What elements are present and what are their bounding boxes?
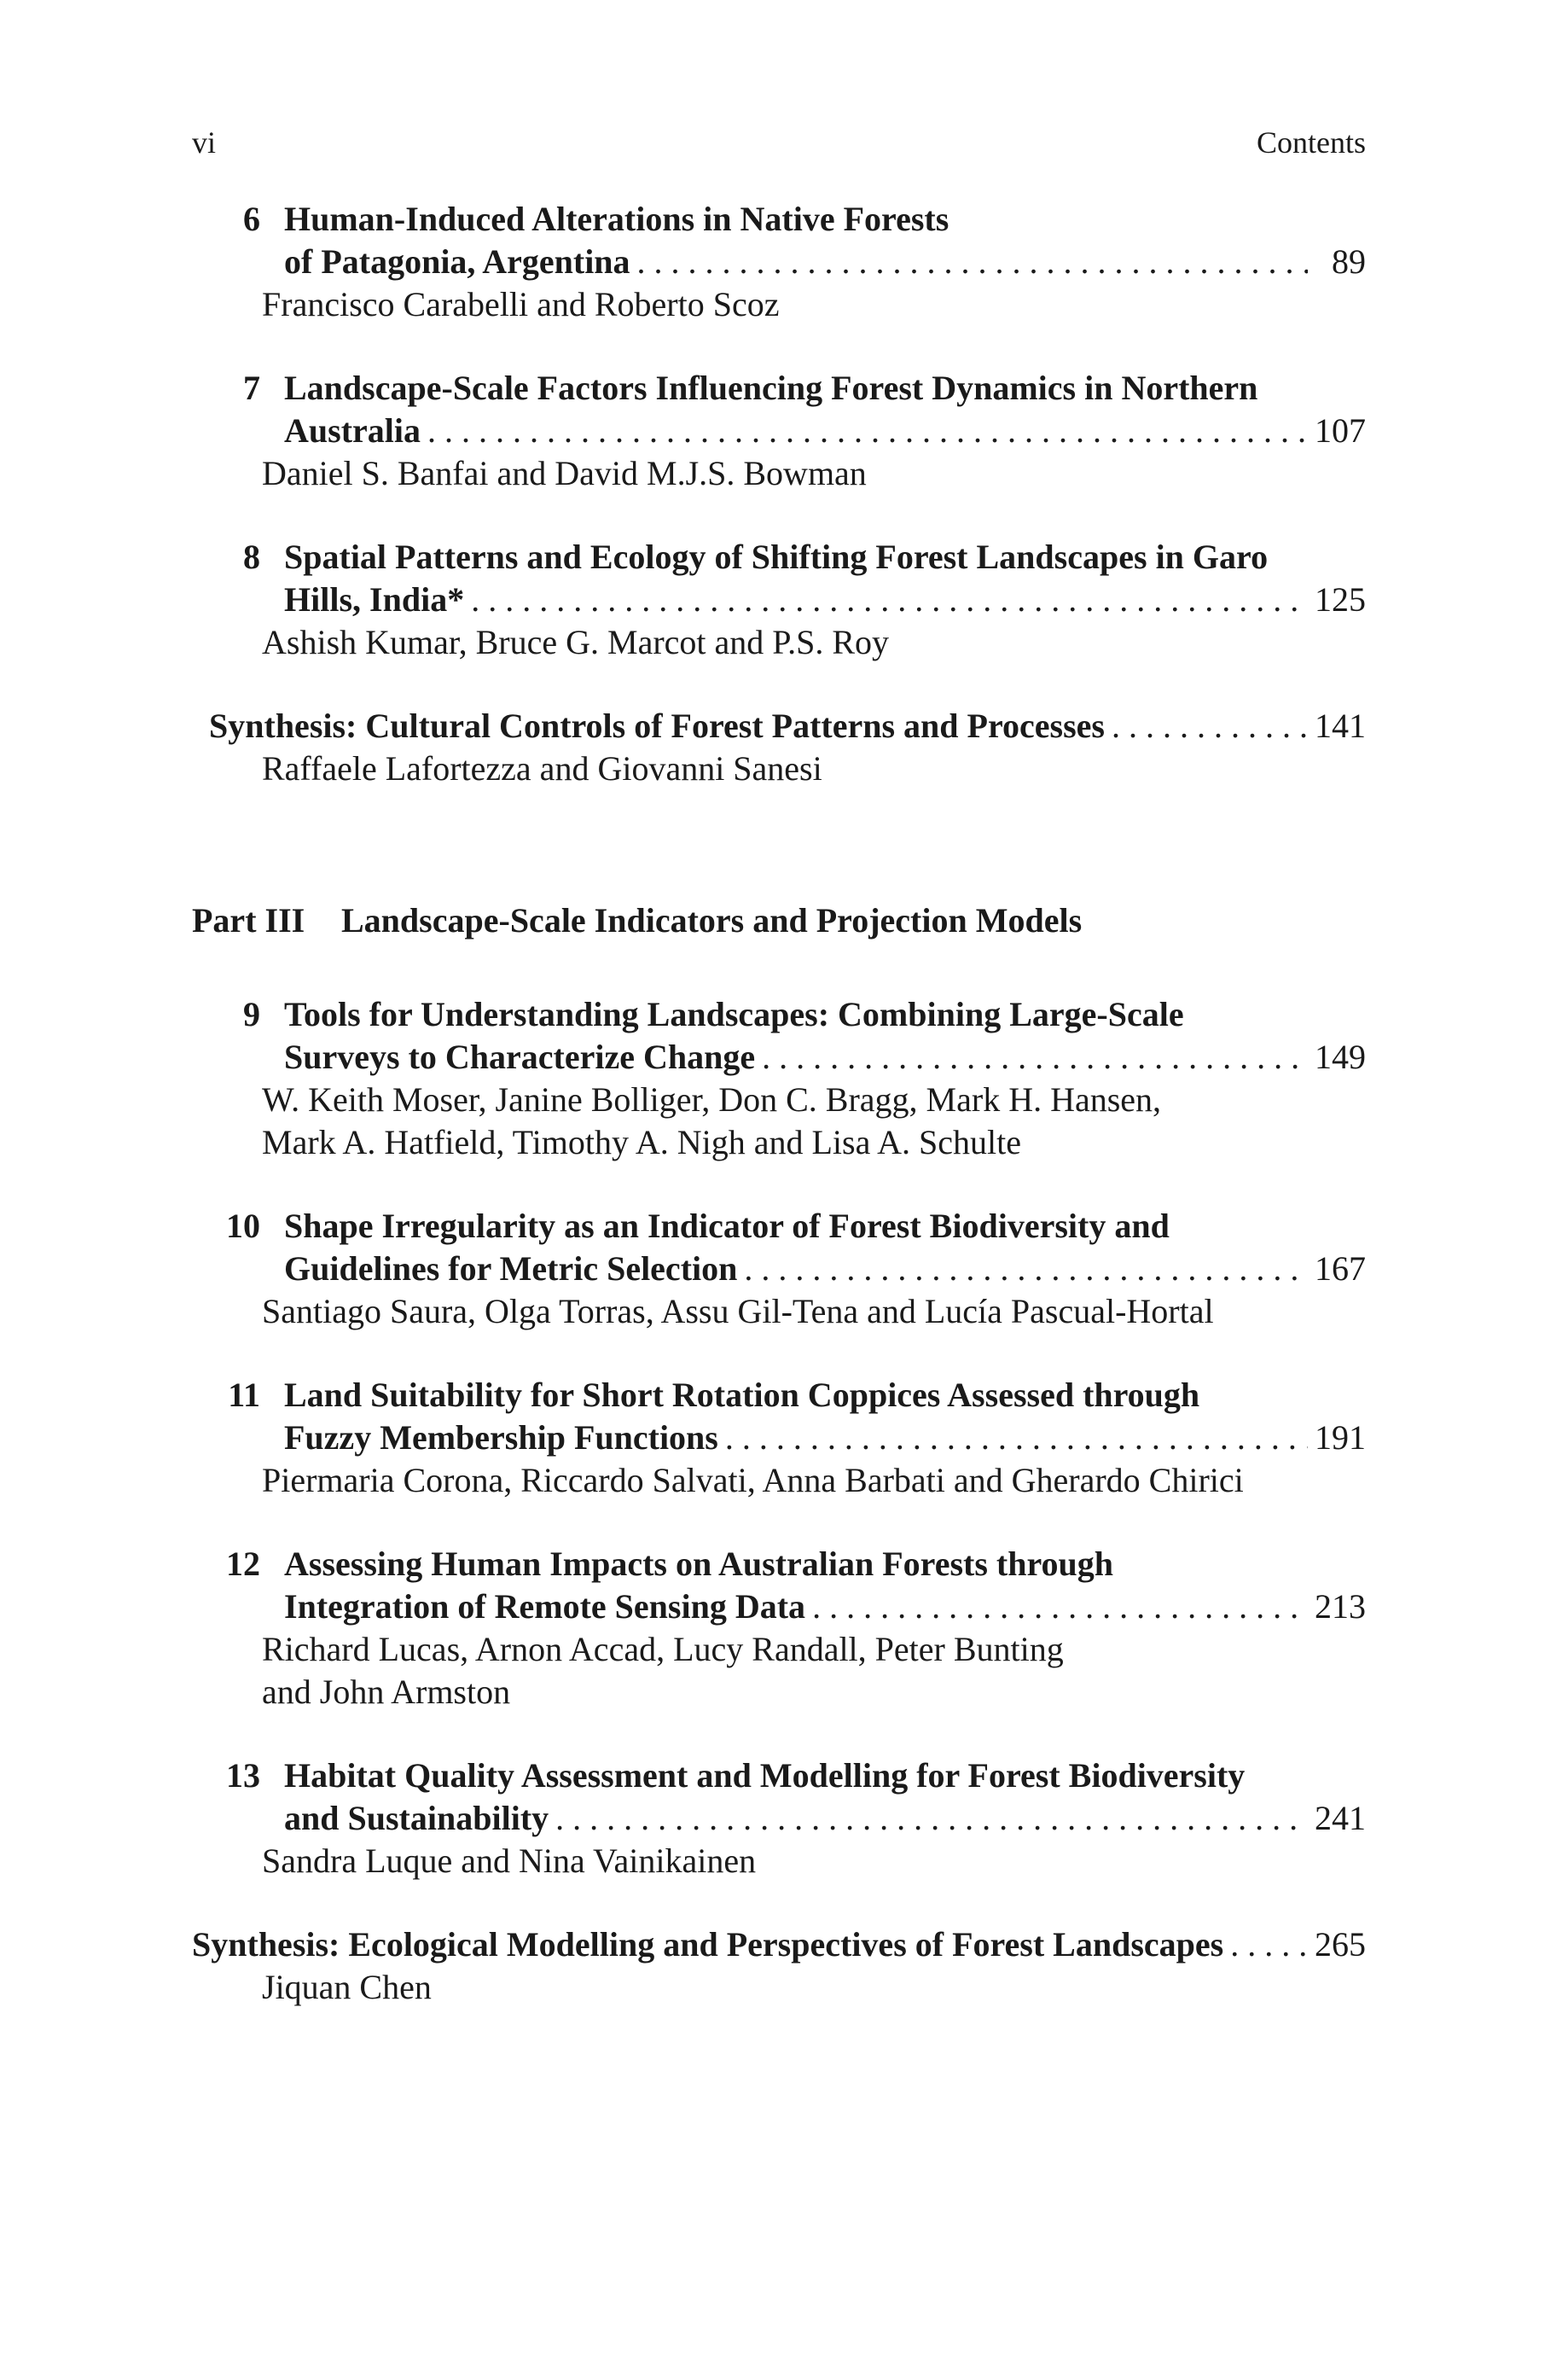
toc-entry-12	[192, 1543, 1366, 1713]
chapter-authors-cont: Mark A. Hatfield, Timothy A. Nigh and Lisa A. Schulte	[262, 1123, 1021, 1161]
synthesis-page: 265	[1315, 1925, 1366, 1964]
chapter-title: Landscape-Scale Factors Influencing Forest Dynamics in Northern	[284, 369, 1258, 407]
dot-leader	[1230, 1923, 1308, 1966]
chapter-authors: Francisco Carabelli and Roberto Scoz	[262, 285, 780, 323]
chapter-title: Shape Irregularity as an Indicator of Forest Biodiversity and	[284, 1207, 1170, 1245]
chapter-title-cont: and Sustainability	[284, 1799, 549, 1837]
synthesis-title: Synthesis: Ecological Modelling and Perspectives of Forest Landscapes	[192, 1925, 1224, 1964]
toc-entry-synthesis-2	[192, 1923, 1366, 2009]
running-head: Contents	[1256, 125, 1366, 160]
chapter-authors: Santiago Saura, Olga Torras, Assu Gil-Tena and Lucía Pascual-Hortal	[262, 1292, 1214, 1330]
chapter-title: Spatial Patterns and Ecology of Shifting Forest Landscapes in Garo	[284, 538, 1269, 576]
chapter-title: Land Suitability for Short Rotation Coppices Assessed through	[284, 1376, 1200, 1414]
chapter-authors-cont: and John Armston	[262, 1673, 511, 1711]
page-header	[192, 124, 1366, 161]
chapter-title-cont: Surveys to Characterize Change	[284, 1038, 756, 1076]
chapter-number: 6	[243, 200, 260, 238]
chapter-title: Assessing Human Impacts on Australian Forests through	[284, 1545, 1114, 1583]
chapter-authors: Daniel S. Banfai and David M.J.S. Bowman	[262, 454, 867, 492]
toc-entry-7	[192, 367, 1366, 495]
chapter-title-cont: Guidelines for Metric Selection	[284, 1249, 738, 1288]
chapter-title-cont: of Patagonia, Argentina	[284, 242, 630, 281]
chapter-page: 241	[1315, 1799, 1366, 1837]
chapter-authors: Richard Lucas, Arnon Accad, Lucy Randall, Peter Bunting	[262, 1630, 1064, 1668]
chapter-number: 11	[228, 1376, 260, 1414]
part-heading	[192, 899, 1366, 942]
dot-leader	[1112, 705, 1308, 748]
chapter-number: 10	[226, 1207, 260, 1245]
table-of-contents	[192, 198, 1366, 2050]
toc-entry-synthesis-1	[192, 705, 1366, 790]
page-number-roman: vi	[192, 125, 217, 160]
chapter-title: Habitat Quality Assessment and Modelling for Forest Biodiversity	[284, 1756, 1246, 1795]
dot-leader	[812, 1585, 1308, 1628]
synthesis-authors: Raffaele Lafortezza and Giovanni Sanesi	[262, 749, 822, 788]
chapter-title-cont: Australia	[284, 411, 421, 450]
chapter-page: 149	[1315, 1038, 1366, 1076]
toc-entry-8	[192, 536, 1366, 664]
part-title: Landscape-Scale Indicators and Projection Models	[341, 901, 1083, 940]
chapter-number: 8	[243, 538, 260, 576]
dot-leader	[427, 410, 1308, 452]
part-label: Part III	[192, 901, 305, 940]
toc-entry-6	[192, 198, 1366, 326]
dot-leader	[637, 241, 1308, 283]
toc-entry-11	[192, 1374, 1366, 1502]
chapter-number: 13	[226, 1756, 260, 1795]
chapter-title: Tools for Understanding Landscapes: Combining Large-Scale	[284, 995, 1184, 1033]
chapter-page: 107	[1315, 411, 1366, 450]
synthesis-title: Synthesis: Cultural Controls of Forest Patterns and Processes	[209, 707, 1105, 745]
chapter-number: 12	[226, 1545, 260, 1583]
dot-leader	[555, 1797, 1308, 1840]
synthesis-page: 141	[1315, 707, 1366, 745]
chapter-page: 213	[1315, 1587, 1366, 1626]
chapter-page: 191	[1315, 1418, 1366, 1457]
dot-leader	[762, 1036, 1308, 1079]
chapter-page: 89	[1332, 242, 1366, 281]
toc-entry-10	[192, 1205, 1366, 1333]
dot-leader	[471, 579, 1308, 621]
chapter-title-cont: Hills, India*	[284, 580, 465, 619]
chapter-authors: W. Keith Moser, Janine Bolliger, Don C. Bragg, Mark H. Hansen,	[262, 1080, 1162, 1119]
synthesis-authors: Jiquan Chen	[262, 1968, 432, 2006]
chapter-number: 7	[243, 369, 260, 407]
toc-entry-9	[192, 993, 1366, 1164]
chapter-page: 125	[1315, 580, 1366, 619]
chapter-authors: Piermaria Corona, Riccardo Salvati, Anna Barbati and Gherardo Chirici	[262, 1461, 1244, 1499]
chapter-title: Human-Induced Alterations in Native Forests	[284, 200, 950, 238]
chapter-authors: Sandra Luque and Nina Vainikainen	[262, 1841, 757, 1880]
dot-leader	[725, 1417, 1308, 1459]
chapter-page: 167	[1315, 1249, 1366, 1288]
chapter-title-cont: Integration of Remote Sensing Data	[284, 1587, 806, 1626]
chapter-authors: Ashish Kumar, Bruce G. Marcot and P.S. Roy	[262, 623, 889, 661]
chapter-number: 9	[243, 995, 260, 1033]
chapter-title-cont: Fuzzy Membership Functions	[284, 1418, 718, 1457]
toc-entry-13	[192, 1754, 1366, 1882]
dot-leader	[744, 1248, 1308, 1290]
